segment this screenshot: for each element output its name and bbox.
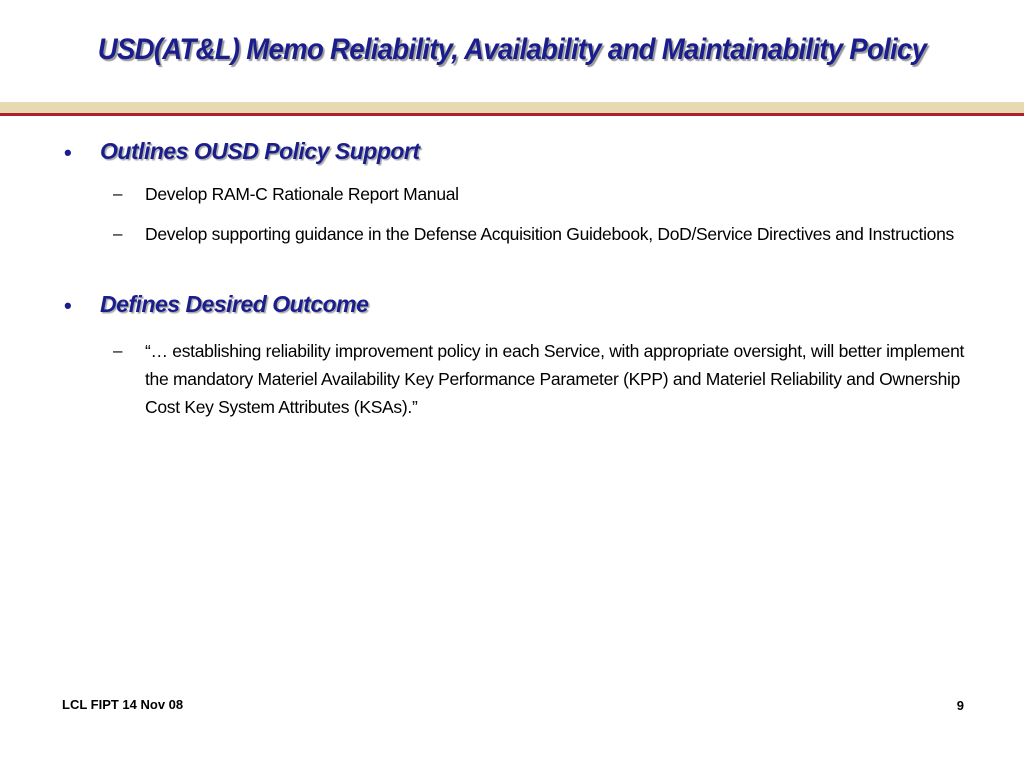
sub-bullet-ram-c-manual: Develop RAM-C Rationale Report Manual <box>145 184 459 204</box>
page-number: 9 <box>956 698 964 713</box>
sub-bullet-supporting-guidance: Develop supporting guidance in the Defense Acquisition Guidebook, DoD/Service Directives and Instructions <box>145 224 954 244</box>
bullet-marker: • <box>64 140 72 165</box>
bullet-marker: • <box>64 293 72 318</box>
footer-label: LCL FIPT 14 Nov 08 <box>62 697 184 712</box>
sub-bullet-marker: – <box>113 224 123 243</box>
sub-bullet-marker: – <box>113 184 123 203</box>
bullet-heading-policy-support: Outlines OUSD Policy Support <box>100 138 420 164</box>
sub-bullet-quote: “… establishing reliability improvement policy in each Service, with appropriate oversight, will better implement the mandatory Materiel Availability Key Performance Parameter (KPP) and Materiel Reliability and Ownership Cost Key System Attributes (KSAs).” <box>145 341 965 417</box>
slide-title: USD(AT&L) Memo Reliability, Availability and Maintainability Policy <box>97 33 927 66</box>
sub-bullet-marker: – <box>113 341 123 360</box>
bullet-heading-desired-outcome: Defines Desired Outcome <box>100 291 369 317</box>
